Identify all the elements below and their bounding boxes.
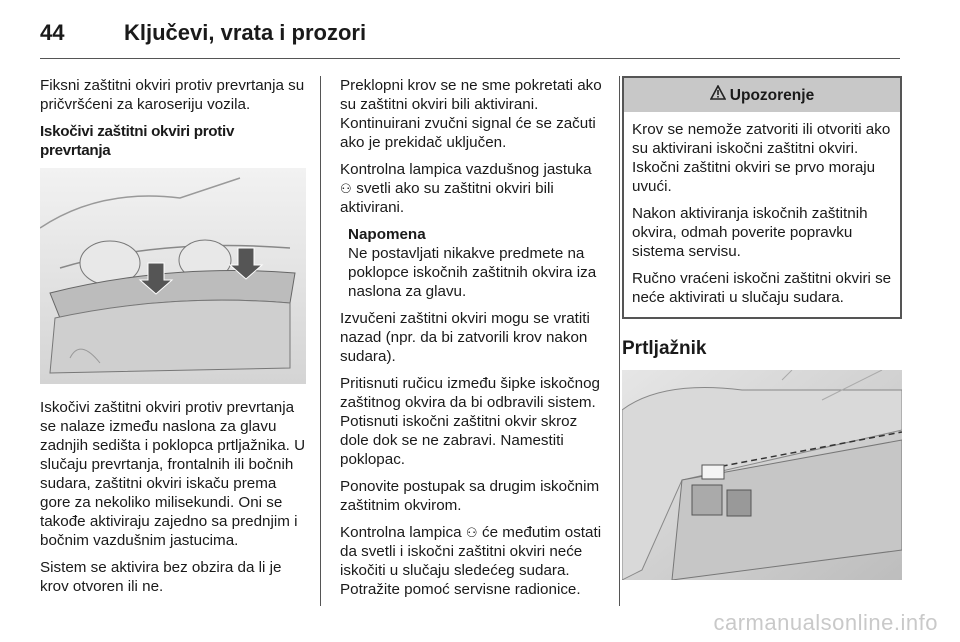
airbag-warning-icon: ⚇ [340,181,352,196]
paragraph-roof-warning: Preklopni krov se ne sme pokretati ako su zaštitni okviri bili aktivirani. Kontinuirani zvučni signal će se začuti ako je prekidač uključen. [340,77,602,151]
intro-paragraph: Fiksni zaštitni okviri protiv prevrtanja su pričvršćeni za karoseriju vozila. [40,77,305,113]
warning-title: Upozorenje [729,86,815,104]
warning-body [624,112,900,317]
warning-paragraph-1: Krov se nemože zatvoriti ili otvoriti ako su aktivirani iskočni zaštitni okviri. Iskočni zaštitni okviri se prvo moraju uvući. [632,121,891,195]
note-text: Ne postavljati nikakve predmete na poklopce iskočnih zaštitnih okvira iza naslona za glavu. [348,245,597,300]
paragraph-unlock: Pritisnuti ručicu između šipke iskočnog zaštitnog okvira da bi odbravili sistem. Potisnuti iskočni zaštitni okvir skroz dole dok se ne zabravi. Namestiti poklopac. [340,375,600,468]
warning-header [624,78,900,112]
paragraph-lamp-remains [340,523,606,599]
warning-paragraph-2: Nakon aktiviranja iskočnih zaštitnih okvira, odmah poverite popravku sistema servisu. [632,205,868,260]
paragraph-retract: Izvučeni zaštitni okviri mogu se vratiti nazad (npr. da bi zatvorili krov nakon sudara). [340,310,590,365]
column-divider-2 [619,76,620,606]
paragraph-rollbar-description: Iskočivi zaštitni okviri protiv prevrtanja se nalaze između naslona za glavu zadnjih sedišta i poklopca prtljažnika. U slučaju prevrtanja, frontalnih ili bočnih sudara, zaštitni okviri iskaču prema gore za nekoliko milisekundi. Oni se takođe aktiviraju zajedno sa prednjim i bočnim vazdušnim jastucima. [40,399,306,549]
airbag-lamp-text-a: Kontrolna lampica vazdušnog jastuka [340,161,592,178]
page-header [40,14,918,56]
warning-box [622,76,902,319]
paragraph-system-active: Sistem se aktivira bez obzira da li je krov otvoren ili ne. [40,559,282,595]
airbag-warning-icon: ⚇ [465,525,478,540]
rollbar-illustration [40,168,306,384]
lamp-remains-text-b: će međutim ostati da svetli i iskočni zaštitni okviri neće iskočiti u slučaju sledećeg sudara. Potražite pomoć servisne radionice. [340,524,602,598]
section-title-trunk: Prtljažnik [622,338,707,359]
note-block [348,225,606,301]
paragraph-airbag-lamp [340,160,606,217]
airbag-lamp-text-b: svetli ako su zaštitni okviri bili aktivirani. [340,180,554,216]
column-3 [622,76,902,580]
warning-triangle-icon [710,85,726,105]
watermark: carmanualsonline.info [713,610,938,635]
warning-paragraph-3: Ručno vraćeni iskočni zaštitni okviri se neće aktivirati u slučaju sudara. [632,270,892,306]
subheading-popup-rollbars: Iskočivi zaštitni okviri protiv prevrtanja [40,123,235,159]
page-number: 44 [40,20,65,45]
column-divider-1 [320,76,321,606]
column-1 [40,76,306,604]
column-2 [340,76,606,607]
note-title: Napomena [348,226,426,243]
paragraph-repeat: Ponovite postupak sa drugim iskočnim zaštitnim okvirom. [340,478,600,514]
header-rule [40,58,900,59]
lamp-remains-text-a: Kontrolna lampica [340,524,462,541]
trunk-illustration [622,370,902,580]
chapter-title: Ključevi, vrata i prozori [124,20,367,45]
